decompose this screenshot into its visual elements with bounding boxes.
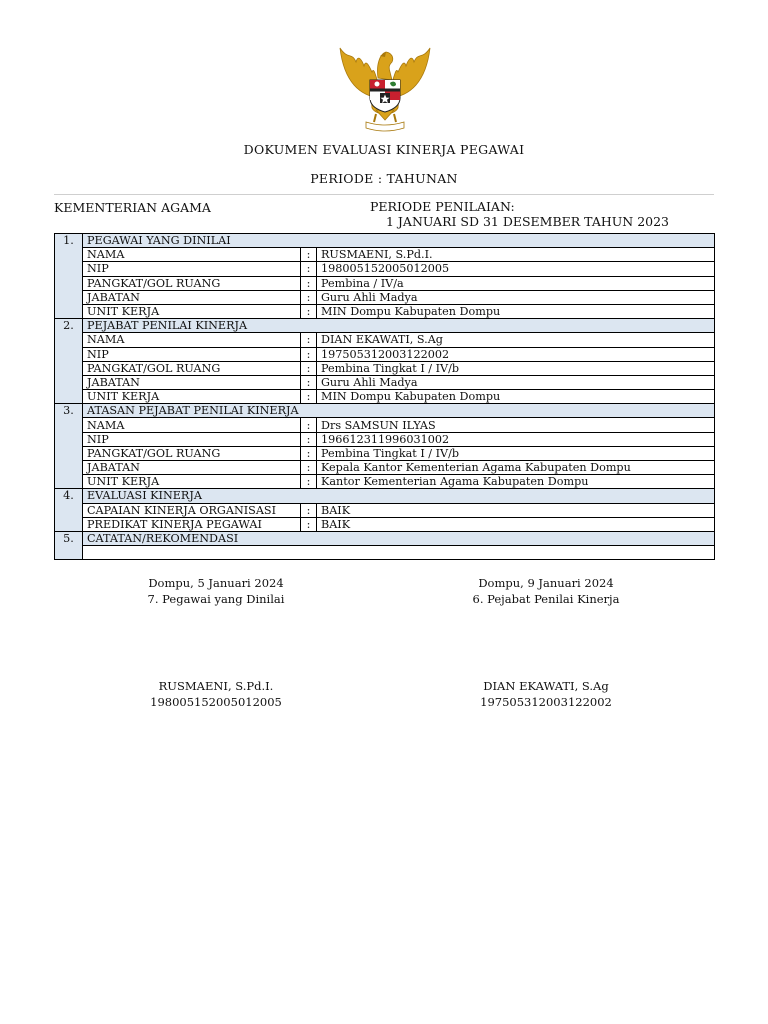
- field-separator: :: [301, 276, 317, 290]
- field-separator: :: [301, 304, 317, 318]
- section-title: PEJABAT PENILAI KINERJA: [83, 319, 715, 333]
- field-value: 198005152005012005: [317, 262, 715, 276]
- assessment-period-label: PERIODE PENILAIAN:: [370, 199, 515, 214]
- field-label: JABATAN: [83, 290, 301, 304]
- field-separator: :: [301, 262, 317, 276]
- field-label: PANGKAT/GOL RUANG: [83, 361, 301, 375]
- field-value: Kantor Kementerian Agama Kabupaten Dompu: [317, 475, 715, 489]
- field-label: NAMA: [83, 333, 301, 347]
- field-separator: :: [301, 418, 317, 432]
- table-row: [55, 304, 715, 318]
- field-value: Guru Ahli Madya: [317, 375, 715, 389]
- field-value: Guru Ahli Madya: [317, 290, 715, 304]
- signature-block-assessor: [426, 575, 666, 607]
- table-row: [55, 290, 715, 304]
- table-row: [55, 517, 715, 531]
- table-row: [55, 432, 715, 446]
- section-header-row: [55, 531, 715, 545]
- field-label: NIP: [83, 347, 301, 361]
- field-value: BAIK: [317, 517, 715, 531]
- assessment-period: [370, 200, 669, 229]
- section-header-row: [55, 404, 715, 418]
- section-header-row: [55, 234, 715, 248]
- section-number: 2.: [55, 319, 83, 404]
- table-row: [55, 262, 715, 276]
- table-row: [55, 276, 715, 290]
- table-row: [55, 446, 715, 460]
- field-separator: :: [301, 503, 317, 517]
- table-row: [55, 461, 715, 475]
- field-value: MIN Dompu Kabupaten Dompu: [317, 390, 715, 404]
- table-row: [55, 418, 715, 432]
- field-separator: :: [301, 290, 317, 304]
- signatory-name: DIAN EKAWATI, S.Ag: [483, 679, 609, 693]
- signature-block-employee: [96, 575, 336, 607]
- section-title: ATASAN PEJABAT PENILAI KINERJA: [83, 404, 715, 418]
- field-separator: :: [301, 347, 317, 361]
- field-value: Pembina Tingkat I / IV/b: [317, 446, 715, 460]
- section-number: 4.: [55, 489, 83, 532]
- signature-place-date: Dompu, 5 Januari 2024: [148, 576, 284, 590]
- signatory-nip: 198005152005012005: [150, 695, 282, 709]
- table-row: [55, 333, 715, 347]
- field-separator: :: [301, 333, 317, 347]
- field-label: JABATAN: [83, 375, 301, 389]
- section-number: 1.: [55, 234, 83, 319]
- field-value: Drs SAMSUN ILYAS: [317, 418, 715, 432]
- field-label: UNIT KERJA: [83, 304, 301, 318]
- field-label: PREDIKAT KINERJA PEGAWAI: [83, 517, 301, 531]
- field-label: NIP: [83, 262, 301, 276]
- signature-role: 6. Pejabat Penilai Kinerja: [472, 592, 620, 606]
- field-label: NAMA: [83, 418, 301, 432]
- document-period: PERIODE : TAHUNAN: [310, 171, 458, 186]
- section-title: CATATAN/REKOMENDASI: [83, 531, 715, 545]
- field-separator: :: [301, 361, 317, 375]
- signature-name-assessor: [426, 678, 666, 710]
- table-row: [55, 248, 715, 262]
- field-label: CAPAIAN KINERJA ORGANISASI: [83, 503, 301, 517]
- field-separator: :: [301, 475, 317, 489]
- section-header-row: [55, 489, 715, 503]
- table-row: [55, 347, 715, 361]
- signatory-name: RUSMAENI, S.Pd.I.: [158, 679, 274, 693]
- blank-notes-row: [55, 546, 715, 560]
- field-value: DIAN EKAWATI, S.Ag: [317, 333, 715, 347]
- notes-cell: [83, 546, 715, 560]
- field-value: 196612311996031002: [317, 432, 715, 446]
- garuda-emblem: [330, 38, 440, 134]
- field-separator: :: [301, 432, 317, 446]
- garuda-icon: [330, 38, 440, 134]
- signature-name-employee: [96, 678, 336, 710]
- section-number: 3.: [55, 404, 83, 489]
- section-title: EVALUASI KINERJA: [83, 489, 715, 503]
- field-value: Pembina Tingkat I / IV/b: [317, 361, 715, 375]
- field-label: PANGKAT/GOL RUANG: [83, 446, 301, 460]
- field-separator: :: [301, 248, 317, 262]
- table-row: [55, 390, 715, 404]
- assessment-period-range: 1 JANUARI SD 31 DESEMBER TAHUN 2023: [386, 213, 670, 229]
- field-value: 197505312003122002: [317, 347, 715, 361]
- table-row: [55, 375, 715, 389]
- field-value: MIN Dompu Kabupaten Dompu: [317, 304, 715, 318]
- field-label: NAMA: [83, 248, 301, 262]
- field-separator: :: [301, 390, 317, 404]
- field-separator: :: [301, 517, 317, 531]
- organization-name: KEMENTERIAN AGAMA: [54, 200, 211, 215]
- field-label: JABATAN: [83, 461, 301, 475]
- field-label: NIP: [83, 432, 301, 446]
- field-value: Kepala Kantor Kementerian Agama Kabupaten Dompu: [317, 461, 715, 475]
- field-label: UNIT KERJA: [83, 475, 301, 489]
- divider: [54, 194, 714, 195]
- signature-place-date: Dompu, 9 Januari 2024: [478, 576, 614, 590]
- field-value: Pembina / IV/a: [317, 276, 715, 290]
- field-separator: :: [301, 461, 317, 475]
- table-row: [55, 475, 715, 489]
- field-separator: :: [301, 375, 317, 389]
- signature-role: 7. Pegawai yang Dinilai: [147, 592, 285, 606]
- evaluation-table: [54, 233, 715, 560]
- field-label: PANGKAT/GOL RUANG: [83, 276, 301, 290]
- table-row: [55, 503, 715, 517]
- field-value: RUSMAENI, S.Pd.I.: [317, 248, 715, 262]
- field-value: BAIK: [317, 503, 715, 517]
- section-title: PEGAWAI YANG DINILAI: [83, 234, 715, 248]
- field-separator: :: [301, 446, 317, 460]
- section-header-row: [55, 319, 715, 333]
- signatory-nip: 197505312003122002: [480, 695, 612, 709]
- field-label: UNIT KERJA: [83, 390, 301, 404]
- table-row: [55, 361, 715, 375]
- section-number: 5.: [55, 531, 83, 559]
- document-title: DOKUMEN EVALUASI KINERJA PEGAWAI: [243, 142, 525, 157]
